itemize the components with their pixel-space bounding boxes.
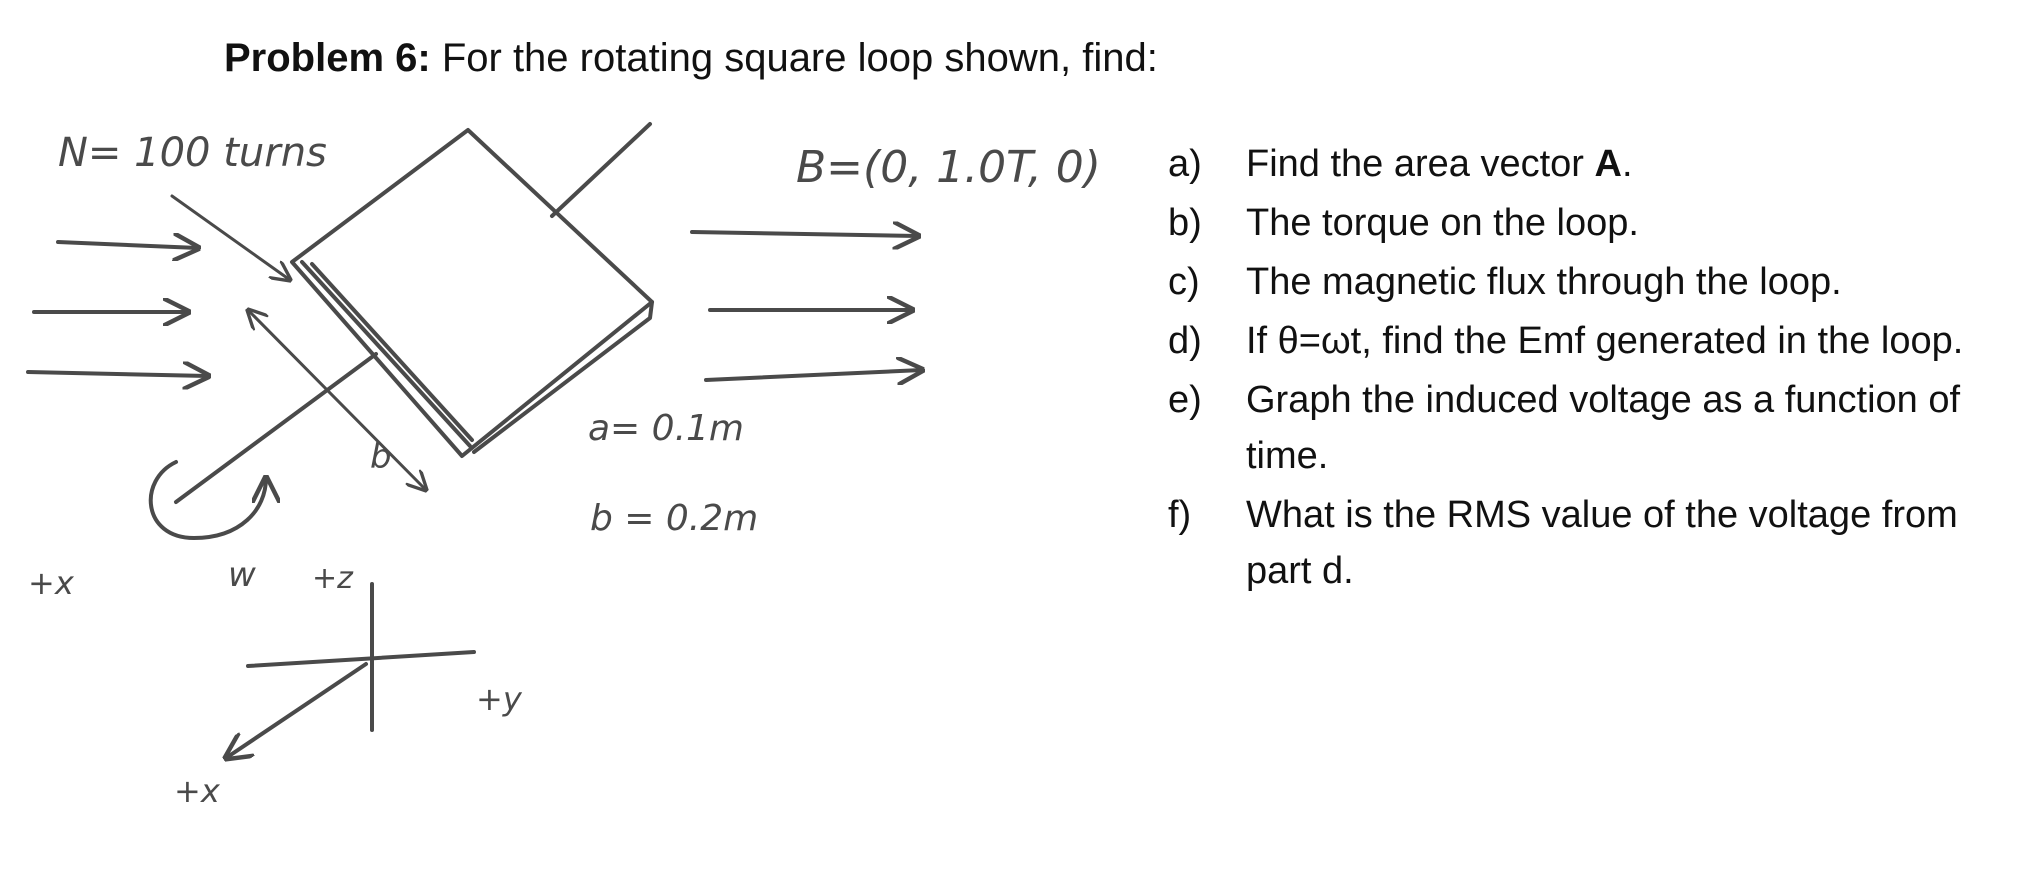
- b-label: b = 0.2m: [590, 498, 759, 539]
- question-text: The torque on the loop.: [1246, 202, 1639, 244]
- question-text: Graph the induced voltage as a function of time.: [1246, 379, 1961, 477]
- axis-x-line: [226, 664, 366, 758]
- turns-pointer: [172, 196, 290, 280]
- rotation-arrow: [151, 462, 266, 538]
- question-letter: c): [1168, 261, 1200, 303]
- question-text: If θ=ωt, find the Emf generated in the loop.: [1246, 320, 1964, 362]
- question-text: The magnetic flux through the loop.: [1246, 261, 1842, 303]
- question-b: [1168, 195, 2028, 251]
- question-a: [1168, 136, 2028, 192]
- axis-y-line: [248, 652, 474, 666]
- question-letter: d): [1168, 320, 1202, 362]
- question-letter: b): [1168, 202, 1202, 244]
- question-letter: e): [1168, 379, 1202, 421]
- field-line-left-3: [28, 372, 208, 376]
- question-e: [1168, 372, 2028, 484]
- question-text: Find the area vector A.: [1246, 143, 1633, 185]
- question-list: [1168, 136, 2028, 602]
- field-line-left-1: [58, 242, 198, 248]
- axis-y-label: +y: [476, 680, 522, 718]
- turns-label: N= 100 turns: [58, 130, 327, 176]
- field-line-right-3: [706, 370, 922, 380]
- question-f: [1168, 487, 2028, 599]
- field-line-right-1: [692, 232, 918, 236]
- question-letter: a): [1168, 143, 1202, 185]
- axis-z-label: +z: [312, 561, 353, 596]
- omega-label: w: [228, 555, 256, 595]
- b-dimension-arrow: [248, 310, 426, 490]
- a-label: a= 0.1m: [588, 408, 744, 449]
- question-c: [1168, 254, 2028, 310]
- question-d: [1168, 313, 2028, 369]
- b-dimension-label: b: [370, 437, 392, 477]
- problem-prompt: For the rotating square loop shown, find:: [430, 36, 1158, 80]
- axis-x-left-label: +x: [28, 564, 74, 602]
- problem-label: Problem 6:: [224, 36, 431, 80]
- axis-x-bottom-label: +x: [174, 772, 220, 810]
- question-letter: f): [1168, 494, 1192, 536]
- rotation-axle-upper: [552, 124, 650, 216]
- area-vector-symbol: A: [1594, 143, 1622, 185]
- field-label: B=(0, 1.0T, 0): [796, 142, 1101, 193]
- question-text: What is the RMS value of the voltage from part d.: [1246, 494, 1958, 592]
